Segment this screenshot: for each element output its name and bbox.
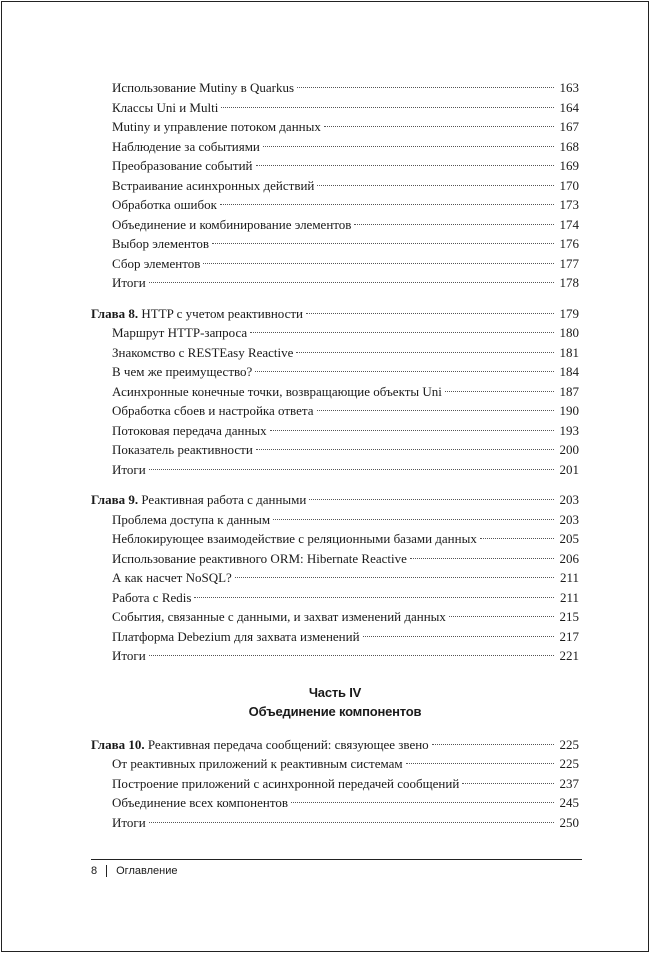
toc-entry-title: Mutiny и управление потоком данных [112, 119, 321, 134]
dot-leader [273, 519, 554, 520]
toc-page-number: 184 [559, 364, 579, 379]
toc-entry-title: Объединение всех компонентов [112, 795, 288, 810]
toc-page-number: 167 [559, 119, 579, 134]
toc-entry-title: События, связанные с данными, и захват изменений данных [112, 609, 446, 624]
toc-page-number: 211 [559, 570, 579, 585]
toc-entry-title: Обработка сбоев и настройка ответа [112, 403, 314, 418]
toc-entry [91, 549, 579, 569]
toc-entry [91, 343, 579, 363]
toc-entry [91, 529, 579, 549]
chapter-title: Реактивная работа с данными [141, 492, 307, 507]
toc-page-number: 215 [559, 609, 579, 624]
toc-entry [91, 137, 579, 157]
dot-leader [449, 616, 554, 617]
toc-page-number: 169 [559, 158, 579, 173]
toc-entry [91, 273, 579, 293]
dot-leader [256, 165, 555, 166]
toc-page-number: 250 [559, 814, 579, 830]
dot-leader [149, 655, 554, 656]
toc-entry-title: Итоги [112, 648, 146, 663]
toc-entry [91, 627, 579, 647]
part-title: Объединение компонентов [248, 703, 422, 719]
toc-entry [91, 607, 579, 627]
toc-entry-title [91, 735, 429, 755]
toc-page-number: 237 [559, 775, 579, 791]
dot-leader [221, 107, 554, 108]
toc-page-number: 181 [559, 344, 579, 360]
dot-leader [149, 822, 554, 823]
dot-leader [462, 783, 554, 784]
toc-entry [91, 401, 579, 421]
chapter-label: Глава 10. [91, 736, 145, 752]
toc-entry [91, 568, 579, 588]
dot-leader [235, 577, 554, 578]
toc-entry [91, 382, 579, 402]
dot-leader [220, 204, 554, 205]
toc-page-number: 173 [559, 197, 579, 212]
toc-entry [91, 117, 579, 137]
dot-leader [363, 636, 554, 637]
toc-page-number: 178 [559, 275, 579, 290]
dot-leader [410, 558, 554, 559]
toc-entry-title: Использование реактивного ORM: Hibernate Reactive [112, 550, 407, 566]
toc-entry-title: В чем же преимущество? [112, 364, 253, 379]
toc-entry [91, 195, 579, 215]
toc-entry-title: Наблюдение за событиями [112, 138, 260, 154]
dot-leader [270, 430, 554, 431]
dot-leader [354, 224, 554, 225]
toc-entry-title: Потоковая передача данных [112, 422, 267, 438]
toc-page-number: 221 [559, 648, 579, 663]
dot-leader [203, 263, 554, 264]
toc-page-number: 203 [559, 492, 579, 507]
toc-page-number: 190 [559, 403, 579, 418]
toc-page-number: 179 [559, 305, 579, 321]
part-label: Часть IV [308, 684, 362, 700]
toc-entry-title: Преобразование событий [112, 158, 253, 173]
toc-entry-title: Построение приложений с асинхронной передачей сообщений [112, 775, 460, 791]
toc-page-number: 180 [559, 325, 579, 340]
toc-page-number: 176 [559, 236, 579, 251]
toc-entry [91, 460, 579, 480]
toc-entry [91, 813, 579, 833]
group-gap [91, 293, 579, 304]
group-gap [91, 479, 579, 490]
dot-leader [194, 597, 554, 598]
toc-entry [91, 234, 579, 254]
toc-chapter-entry [91, 490, 579, 510]
toc-entry-title: Итоги [112, 814, 146, 830]
toc-entry [91, 254, 579, 274]
table-of-contents [91, 78, 579, 832]
toc-entry-title: Классы Uni и Multi [112, 99, 219, 115]
toc-page-number: 164 [559, 99, 579, 115]
toc-entry-title: Платформа Debezium для захвата изменений [112, 628, 360, 644]
toc-entry-title: Объединение и комбинирование элементов [112, 216, 352, 232]
toc-entry-title: Обработка ошибок [112, 197, 217, 212]
toc-entry [91, 510, 579, 530]
toc-entry-title: Сбор элементов [112, 255, 201, 271]
toc-entry-title [91, 490, 306, 510]
toc-entry-title: Асинхронные конечные точки, возвращающие объекты Uni [112, 383, 442, 399]
toc-entry-title: Знакомство с RESTEasy Reactive [112, 344, 294, 360]
dot-leader [317, 410, 555, 411]
toc-page-number: 205 [559, 531, 579, 546]
toc-entry-title: Итоги [112, 461, 146, 477]
toc-page-number: 187 [559, 383, 579, 399]
chapter-title: Реактивная передача сообщений: связующее звено [147, 736, 429, 752]
dot-leader [445, 391, 554, 392]
toc-entry [91, 215, 579, 235]
toc-page-number: 174 [559, 216, 579, 232]
toc-page-number: 200 [559, 442, 579, 457]
toc-entry [91, 754, 579, 774]
toc-page-number: 245 [559, 795, 579, 810]
toc-page-number: 217 [559, 628, 579, 644]
toc-page-number: 225 [559, 736, 579, 752]
toc-groups [91, 78, 579, 666]
toc-page-number: 193 [559, 422, 579, 438]
toc-entry [91, 440, 579, 460]
dot-leader [149, 282, 554, 283]
dot-leader [256, 449, 554, 450]
footer-rule [91, 859, 582, 860]
toc-entry-title: Использование Mutiny в Quarkus [112, 80, 295, 95]
dot-leader [324, 126, 554, 127]
toc-entry-title: Проблема доступа к данным [112, 511, 271, 527]
dot-leader [480, 538, 554, 539]
toc-entry [91, 774, 579, 794]
chapter-title: HTTP с учетом реактивности [141, 305, 304, 321]
dot-leader [250, 332, 554, 333]
toc-entry [91, 78, 579, 98]
toc-entry-title: Выбор элементов [112, 236, 209, 251]
toc-page-number: 170 [559, 177, 579, 193]
dot-leader [406, 763, 554, 764]
toc-entry-title: Работа с Redis [112, 589, 192, 605]
footer-section-title: Оглавление [116, 865, 178, 877]
toc-entry [91, 176, 579, 196]
toc-entry [91, 421, 579, 441]
footer-page-number: 8 [91, 865, 98, 877]
footer-separator [106, 865, 107, 877]
page-footer [91, 864, 177, 878]
toc-page-number: 211 [559, 589, 579, 605]
toc-entry [91, 362, 579, 382]
toc-entry [91, 588, 579, 608]
book-page [1, 1, 649, 952]
toc-entry-title [91, 304, 303, 324]
dot-leader [309, 499, 554, 500]
toc-entry-title: Итоги [112, 275, 146, 290]
dot-leader [255, 371, 554, 372]
dot-leader [296, 352, 554, 353]
chapter-10-group [91, 735, 579, 833]
toc-entry [91, 646, 579, 666]
toc-entry-title: Встраивание асинхронных действий [112, 177, 315, 193]
chapter-label: Глава 8. [91, 305, 139, 321]
toc-page-number: 168 [559, 138, 579, 154]
toc-chapter-entry [91, 304, 579, 324]
toc-page-number: 177 [559, 255, 579, 271]
toc-entry [91, 156, 579, 176]
toc-entry-title: Маршрут HTTP-запроса [112, 325, 248, 340]
toc-entry-title: А как насчет NoSQL? [112, 570, 232, 585]
toc-entry [91, 793, 579, 813]
chapter-label: Глава 9. [91, 492, 139, 507]
toc-entry-title: От реактивных приложений к реактивным системам [112, 756, 403, 771]
toc-entry [91, 323, 579, 343]
dot-leader [306, 313, 554, 314]
dot-leader [432, 744, 554, 745]
toc-page-number: 163 [559, 80, 579, 95]
dot-leader [297, 87, 554, 88]
dot-leader [263, 146, 554, 147]
toc-page-number: 201 [559, 461, 579, 477]
toc-entry-title: Неблокирующее взаимодействие с реляционными базами данных [112, 531, 477, 546]
dot-leader [212, 243, 554, 244]
dot-leader [149, 469, 554, 470]
toc-entry-title: Показатель реактивности [112, 442, 253, 457]
dot-leader [291, 802, 554, 803]
toc-page-number: 206 [559, 550, 579, 566]
toc-entry [91, 98, 579, 118]
dot-leader [317, 185, 554, 186]
toc-page-number: 225 [559, 756, 579, 771]
toc-page-number: 203 [559, 511, 579, 527]
part-heading [91, 683, 579, 721]
toc-chapter-entry [91, 735, 579, 755]
